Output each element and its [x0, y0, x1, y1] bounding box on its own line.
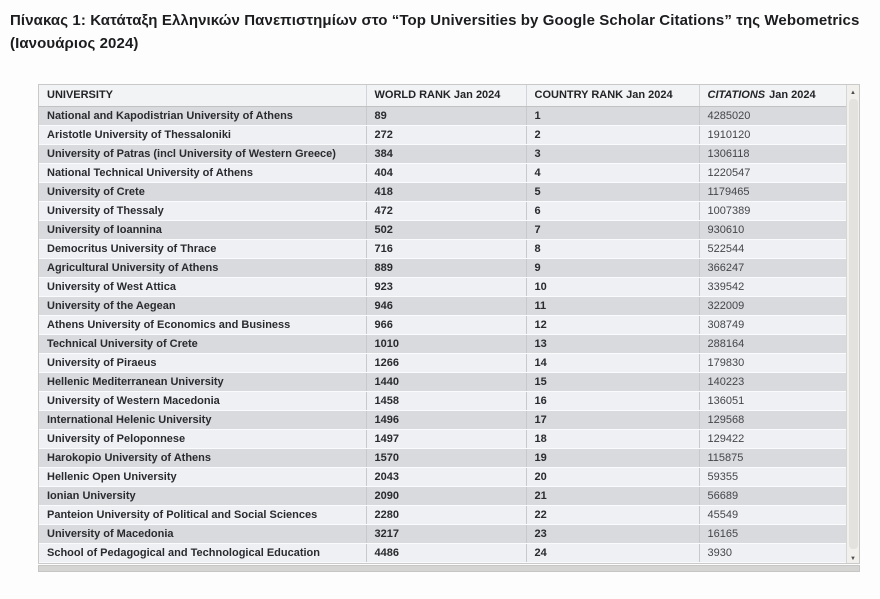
country-rank-cell: 2 [526, 125, 699, 144]
citations-cell: 140223 [699, 372, 846, 391]
world-rank-cell: 1570 [366, 448, 526, 467]
table-row [39, 353, 846, 372]
table-row [39, 315, 846, 334]
country-rank-cell: 11 [526, 296, 699, 315]
university-cell: Agricultural University of Athens [39, 258, 366, 277]
world-rank-cell: 716 [366, 239, 526, 258]
university-cell: Hellenic Mediterranean University [39, 372, 366, 391]
world-rank-cell: 1458 [366, 391, 526, 410]
citations-cell: 1306118 [699, 144, 846, 163]
world-rank-cell: 418 [366, 182, 526, 201]
scroll-down-icon[interactable]: ▼ [850, 555, 856, 562]
world-rank-cell: 1496 [366, 410, 526, 429]
world-rank-cell: 1266 [366, 353, 526, 372]
table-row [39, 163, 846, 182]
table-row [39, 125, 846, 144]
column-header-university: UNIVERSITY [39, 85, 366, 106]
citations-cell: 522544 [699, 239, 846, 258]
country-rank-cell: 20 [526, 467, 699, 486]
world-rank-cell: 2090 [366, 486, 526, 505]
citations-cell: 45549 [699, 505, 846, 524]
table-body [39, 106, 846, 562]
country-rank-cell: 3 [526, 144, 699, 163]
citations-cell: 59355 [699, 467, 846, 486]
citations-cell: 1179465 [699, 182, 846, 201]
world-rank-cell: 2043 [366, 467, 526, 486]
table-row [39, 334, 846, 353]
citations-cell: 1910120 [699, 125, 846, 144]
university-cell: University of Peloponnese [39, 429, 366, 448]
country-rank-cell: 18 [526, 429, 699, 448]
university-cell: Hellenic Open University [39, 467, 366, 486]
country-rank-cell: 15 [526, 372, 699, 391]
university-cell: University of Piraeus [39, 353, 366, 372]
horizontal-scrollbar[interactable] [38, 565, 860, 572]
citations-cell: 1007389 [699, 201, 846, 220]
country-rank-cell: 9 [526, 258, 699, 277]
country-rank-cell: 8 [526, 239, 699, 258]
table-row [39, 182, 846, 201]
citations-cell: 3930 [699, 543, 846, 562]
country-rank-cell: 23 [526, 524, 699, 543]
university-cell: University of Macedonia [39, 524, 366, 543]
table-row [39, 201, 846, 220]
university-cell: University of Ioannina [39, 220, 366, 239]
university-cell: University of Crete [39, 182, 366, 201]
country-rank-cell: 17 [526, 410, 699, 429]
vertical-scrollbar[interactable] [846, 85, 859, 563]
table-row [39, 524, 846, 543]
country-rank-cell: 1 [526, 106, 699, 125]
university-cell: Athens University of Economics and Business [39, 315, 366, 334]
world-rank-cell: 966 [366, 315, 526, 334]
table-row [39, 410, 846, 429]
citations-cell: 136051 [699, 391, 846, 410]
university-cell: University of Thessaly [39, 201, 366, 220]
university-cell: University of Western Macedonia [39, 391, 366, 410]
world-rank-cell: 3217 [366, 524, 526, 543]
world-rank-cell: 1010 [366, 334, 526, 353]
citations-cell: 322009 [699, 296, 846, 315]
column-header-world-rank: WORLD RANK Jan 2024 [366, 85, 526, 106]
world-rank-cell: 272 [366, 125, 526, 144]
world-rank-cell: 946 [366, 296, 526, 315]
world-rank-cell: 4486 [366, 543, 526, 562]
world-rank-cell: 472 [366, 201, 526, 220]
country-rank-cell: 19 [526, 448, 699, 467]
world-rank-cell: 1497 [366, 429, 526, 448]
table-row [39, 448, 846, 467]
citations-cell: 56689 [699, 486, 846, 505]
citations-cell: 339542 [699, 277, 846, 296]
table-caption-line2: (Ιανουάριος 2024) [10, 35, 139, 52]
citations-cell: 308749 [699, 315, 846, 334]
university-cell: National Technical University of Athens [39, 163, 366, 182]
table-row [39, 505, 846, 524]
rank-table-widget [38, 84, 860, 564]
country-rank-cell: 7 [526, 220, 699, 239]
country-rank-cell: 13 [526, 334, 699, 353]
table-row [39, 429, 846, 448]
university-cell: University of the Aegean [39, 296, 366, 315]
university-cell: School of Pedagogical and Technological Education [39, 543, 366, 562]
citations-cell: 1220547 [699, 163, 846, 182]
citations-cell: 179830 [699, 353, 846, 372]
column-header-citations [699, 85, 846, 106]
university-cell: Aristotle University of Thessaloniki [39, 125, 366, 144]
table-row [39, 296, 846, 315]
university-cell: Democritus University of Thrace [39, 239, 366, 258]
world-rank-cell: 2280 [366, 505, 526, 524]
country-rank-cell: 16 [526, 391, 699, 410]
world-rank-cell: 89 [366, 106, 526, 125]
table-row [39, 391, 846, 410]
world-rank-cell: 502 [366, 220, 526, 239]
world-rank-cell: 1440 [366, 372, 526, 391]
country-rank-cell: 5 [526, 182, 699, 201]
university-cell: Ionian University [39, 486, 366, 505]
university-cell: Panteion University of Political and Social Sciences [39, 505, 366, 524]
citations-cell: 366247 [699, 258, 846, 277]
citations-cell: 16165 [699, 524, 846, 543]
table-row [39, 239, 846, 258]
country-rank-cell: 14 [526, 353, 699, 372]
country-rank-cell: 6 [526, 201, 699, 220]
university-cell: National and Kapodistrian University of Athens [39, 106, 366, 125]
rank-table [39, 85, 846, 563]
table-row [39, 372, 846, 391]
citations-cell: 115875 [699, 448, 846, 467]
table-header [39, 85, 846, 106]
country-rank-cell: 24 [526, 543, 699, 562]
citations-cell: 4285020 [699, 106, 846, 125]
table-row [39, 106, 846, 125]
university-cell: International Helenic University [39, 410, 366, 429]
table-row [39, 277, 846, 296]
world-rank-cell: 404 [366, 163, 526, 182]
country-rank-cell: 4 [526, 163, 699, 182]
citations-cell: 288164 [699, 334, 846, 353]
table-row [39, 467, 846, 486]
table-row [39, 543, 846, 562]
university-cell: Harokopio University of Athens [39, 448, 366, 467]
column-header-citations-word: CITATIONS [707, 89, 766, 102]
column-header-country-rank: COUNTRY RANK Jan 2024 [526, 85, 699, 106]
citations-cell: 129422 [699, 429, 846, 448]
country-rank-cell: 22 [526, 505, 699, 524]
country-rank-cell: 10 [526, 277, 699, 296]
world-rank-cell: 889 [366, 258, 526, 277]
vertical-scrollbar-thumb[interactable] [849, 99, 858, 549]
world-rank-cell: 923 [366, 277, 526, 296]
table-caption-line1: Πίνακας 1: Κατάταξη Ελληνικών Πανεπιστημίων στο “Top Universities by Google Scholar Citations” της Webometrics [10, 12, 860, 29]
table-row [39, 144, 846, 163]
column-header-citations-date: Jan 2024 [769, 89, 816, 102]
table-row [39, 486, 846, 505]
citations-cell: 129568 [699, 410, 846, 429]
university-cell: University of West Attica [39, 277, 366, 296]
table-row [39, 258, 846, 277]
university-cell: University of Patras (incl University of Western Greece) [39, 144, 366, 163]
country-rank-cell: 12 [526, 315, 699, 334]
scroll-up-icon[interactable]: ▲ [850, 90, 856, 96]
citations-cell: 930610 [699, 220, 846, 239]
table-row [39, 220, 846, 239]
world-rank-cell: 384 [366, 144, 526, 163]
country-rank-cell: 21 [526, 486, 699, 505]
university-cell: Technical University of Crete [39, 334, 366, 353]
table-caption [10, 9, 859, 55]
